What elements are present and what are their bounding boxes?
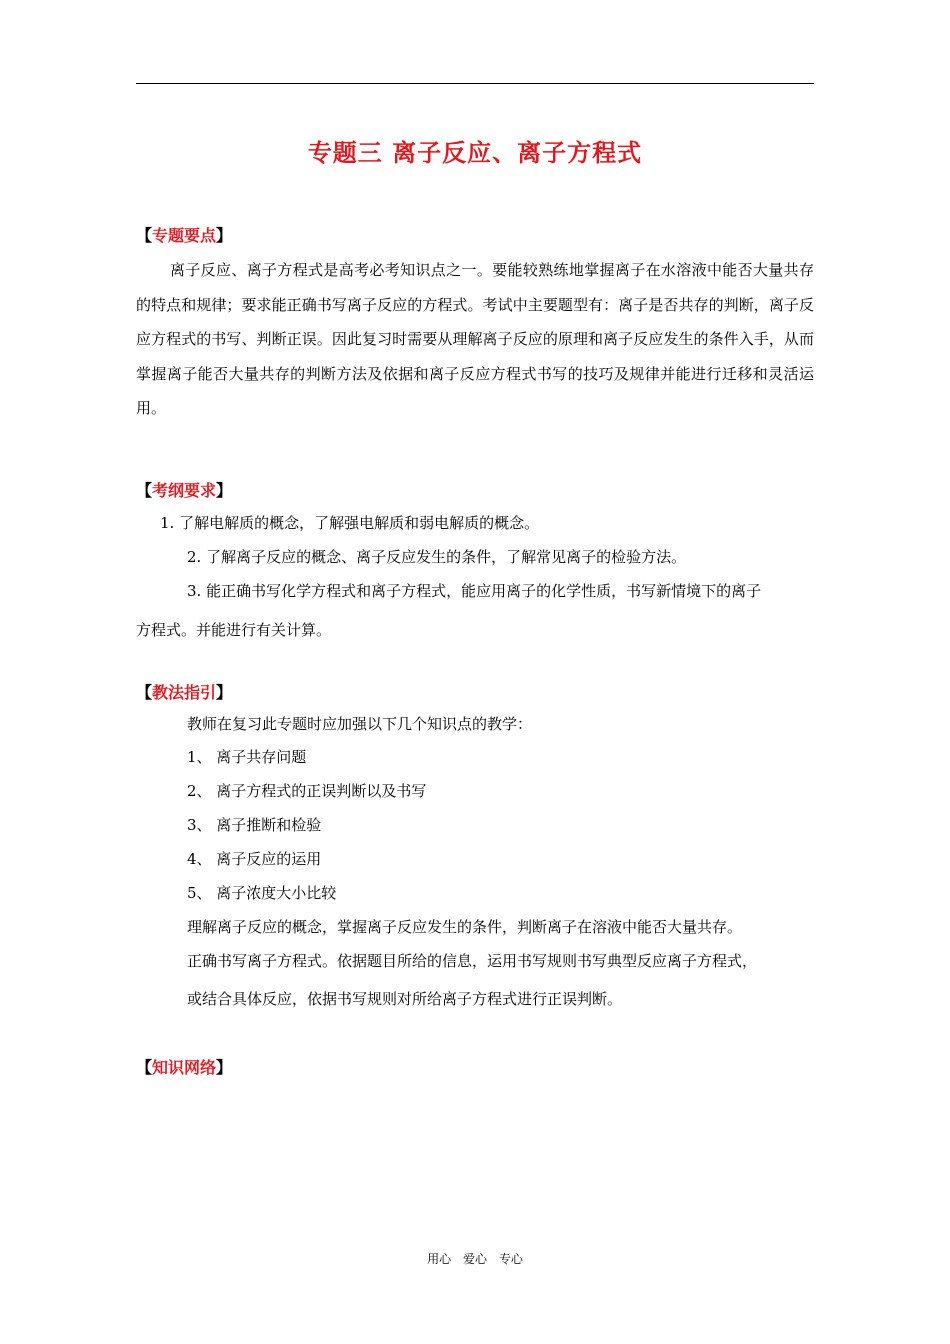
- teaching-item-4: 4、 离子反应的运用: [187, 850, 322, 868]
- key-points-heading-text: 专题要点: [152, 226, 217, 245]
- page-footer: [0, 1250, 950, 1267]
- syllabus-item-1: 1. 了解电解质的概念，了解强电解质和弱电解质的概念。: [160, 514, 540, 532]
- teaching-note-3: 或结合具体反应，依据书写规则对所给离子方程式进行正误判断。: [187, 990, 623, 1008]
- page-title: 专题三 离子反应、离子方程式: [307, 139, 643, 167]
- network-heading-text: 知识网络: [152, 1058, 217, 1077]
- section-heading-network: 【知识网络】: [136, 1058, 233, 1077]
- teaching-note-2: 正确书写离子方程式。依据题目所给的信息，运用书写规则书写典型反应离子方程式，: [187, 952, 758, 970]
- teaching-item-2: 2、 离子方程式的正误判断以及书写: [187, 782, 427, 800]
- footer-text-3: 专心: [498, 1252, 523, 1266]
- teaching-item-5: 5、 离子浓度大小比较: [187, 884, 337, 902]
- syllabus-heading-text: 考纲要求: [152, 481, 217, 500]
- teaching-heading-text: 教法指引: [152, 683, 217, 702]
- footer-text-1: 用心: [427, 1252, 452, 1266]
- teaching-note-1: 理解离子反应的概念，掌握离子反应发生的条件，判断离子在溶液中能否大量共存。: [187, 918, 743, 936]
- syllabus-item-3-line-1: 3. 能正确书写化学方程式和离子方程式，能应用离子的化学性质，书写新情境下的离子: [187, 582, 762, 600]
- section-heading-key-points: 【专题要点】: [136, 226, 233, 245]
- key-points-body: 离子反应、离子方程式是高考必考知识点之一。要能较熟练地掌握离子在水溶液中能否大量共存的特点和规律；要求能正确书写离子反应的方程式。考试中主要题型有：离子是否共存的判断，离子反应方程式的书写、判断正误。因此复习时需要从理解离子反应的原理和离子反应发生的条件入手，从而掌握离子能否大量共存的判断方法及依据和离子反应方程式书写的技巧及规律并能进行迁移和灵活运用。: [136, 261, 814, 417]
- syllabus-item-3-line-2: 方程式。并能进行有关计算。: [136, 621, 332, 639]
- header-rule: [136, 83, 814, 84]
- teaching-item-3: 3、 离子推断和检验: [187, 816, 322, 834]
- section-heading-syllabus: 【考纲要求】: [136, 481, 233, 500]
- teaching-intro: 教师在复习此专题时应加强以下几个知识点的教学：: [187, 715, 533, 733]
- syllabus-item-2: 2. 了解离子反应的概念、离子反应发生的条件，了解常见离子的检验方法。: [187, 548, 687, 566]
- footer-text-2: 爱心: [462, 1252, 487, 1266]
- teaching-item-1: 1、 离子共存问题: [187, 748, 307, 766]
- section-heading-teaching: 【教法指引】: [136, 683, 233, 702]
